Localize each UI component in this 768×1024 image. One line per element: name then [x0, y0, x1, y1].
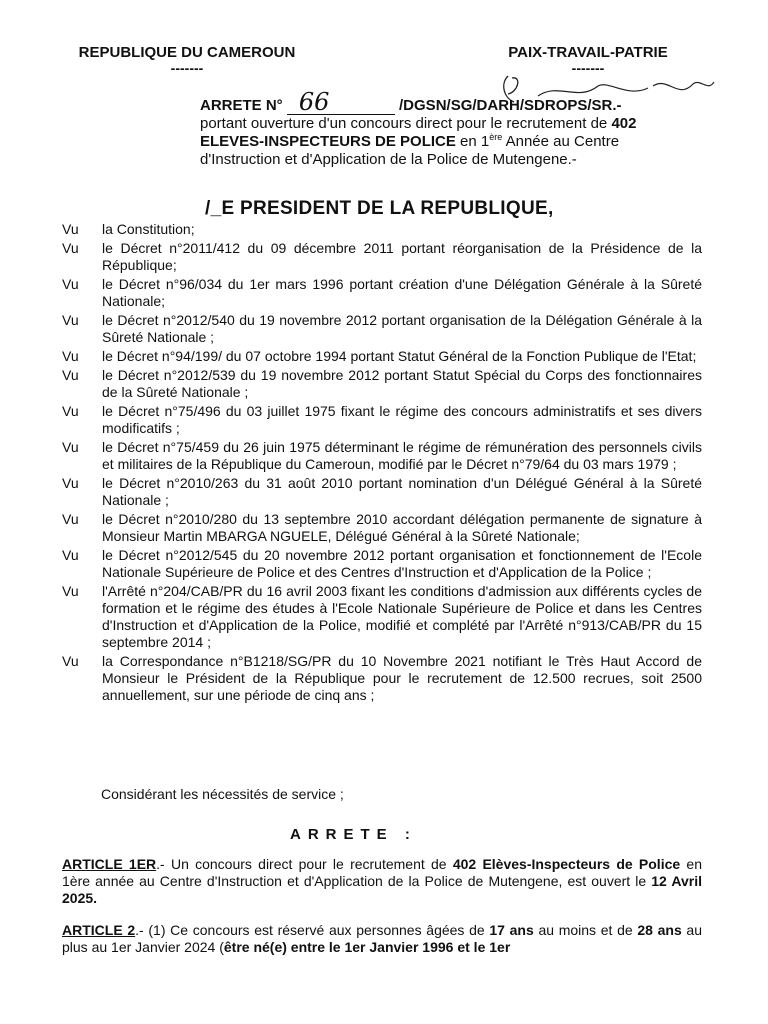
vu-label: Vu [62, 348, 79, 364]
subtitle-bold: 402 ELEVES-INSPECTEURS DE POLICE [200, 115, 637, 150]
decree-number-field [287, 88, 395, 116]
header-left [72, 44, 302, 74]
vu-item [62, 276, 702, 310]
article-1-text-2: en 1ère année au Centre d'Instruction et d'Application de la Police de Mutengene, est ouvert le [62, 856, 702, 889]
article-1 [62, 856, 702, 907]
vu-item [62, 348, 702, 365]
vu-item [62, 475, 702, 509]
vu-text: le Décret n°2010/280 du 13 septembre 2010 accordant délégation permanente de signature à Monsieur Martin MBARGA NGUELE, Délégué Général à la Sûreté Nationale; [102, 511, 702, 544]
decree-number-line [200, 88, 720, 116]
subtitle-text-3: Année au Centre d'Instruction et d'Application de la Police de Mutengene.- [200, 133, 620, 168]
vu-item [62, 439, 702, 473]
vu-text: le Décret n°75/459 du 26 juin 1975 déterminant le régime de rémunération des personnels civils et militaires de la République du Cameroun, modifié par le Décret n°79/64 du 03 mars 1979 ; [102, 439, 702, 472]
article-2 [62, 922, 702, 956]
motto: PAIX-TRAVAIL-PATRIE [508, 44, 668, 61]
decree-suffix: /DGSN/SG/DARH/SDROPS/SR.- [399, 97, 622, 114]
header-right-dashes: ------- [571, 60, 605, 76]
vu-item [62, 403, 702, 437]
vu-label: Vu [62, 367, 79, 383]
vu-label: Vu [62, 475, 79, 491]
republic-name: REPUBLIQUE DU CAMEROUN [78, 44, 296, 61]
subtitle-text-2: en 1 [455, 133, 490, 150]
decree-prefix: ARRETE N° [200, 97, 283, 114]
article-1-bold-1: 402 Elèves-Inspecteurs de Police [452, 856, 681, 872]
vu-item [62, 221, 702, 238]
vu-text: le Décret n°2012/545 du 20 novembre 2012 portant organisation et fonctionnement de l'Ecole Nationale Supérieure de Police et des Centres d'Instruction et d'Application de la Police ; [102, 547, 702, 580]
vu-text: la Correspondance n°B1218/SG/PR du 10 Novembre 2021 notifiant le Très Haut Accord de Monsieur le Président de la République pour le recrutement de 12.500 recrues, soit 2500 annuellement, sur une période de cinq ans ; [102, 653, 702, 703]
vu-item [62, 653, 702, 704]
vu-item [62, 240, 702, 274]
decree-subtitle [200, 115, 690, 169]
header-left-dashes: ------- [170, 60, 204, 76]
vu-label: Vu [62, 583, 79, 599]
article-2-bold-2: 28 ans [637, 922, 682, 938]
article-2-text-3: au plus au 1er Janvier 2024 ( [62, 922, 703, 955]
article-1-bold-2: 12 Avril 2025. [62, 873, 703, 906]
article-2-text-1: .- (1) Ce concours est réservé aux personnes âgées de [135, 922, 490, 938]
vu-label: Vu [62, 547, 79, 563]
subtitle-text-1: portant ouverture d'un concours direct pour le recrutement de [200, 115, 608, 132]
vu-text: le Décret n°2010/263 du 31 août 2010 portant nomination d'un Délégué Général à la Sûreté Nationale ; [102, 475, 702, 508]
article-2-bold-3: être né(e) entre le 1er Janvier 1996 et le 1er [223, 939, 511, 955]
considerant: Considérant les nécessités de service ; [101, 786, 344, 802]
vu-text: l'Arrêté n°204/CAB/PR du 16 avril 2003 fixant les conditions d'admission aux différents cycles de formation et le régime des études à l'Ecole Nationale Supérieure de Police et dans les Centres d'Instruction et d'Application de la Police, modifié et complété par l'Arrêté n°913/CAB/PR du 15 septembre 2014 ; [102, 583, 702, 650]
vu-text: le Décret n°2012/539 du 19 novembre 2012 portant Statut Spécial du Corps des fonctionnaires de la Sûreté Nationale ; [102, 367, 702, 400]
vu-label: Vu [62, 221, 79, 237]
subtitle-sup: ère [489, 132, 503, 142]
article-2-text-2: au moins et de [533, 922, 638, 938]
vu-label: Vu [62, 312, 79, 328]
vu-item [62, 312, 702, 346]
vu-text: le Décret n°94/199/ du 07 octobre 1994 portant Statut Général de la Fonction Publique de l'Etat; [102, 348, 697, 364]
article-1-label: ARTICLE 1ER [62, 856, 157, 872]
vu-label: Vu [62, 403, 79, 419]
vu-item [62, 511, 702, 545]
vu-label: Vu [62, 240, 79, 256]
vu-item [62, 367, 702, 401]
vu-label: Vu [62, 439, 79, 455]
vu-label: Vu [62, 276, 79, 292]
vu-text: le Décret n°96/034 du 1er mars 1996 portant création d'une Délégation Générale à la Sûreté Nationale; [102, 276, 702, 309]
vu-text: la Constitution; [102, 221, 195, 237]
vu-label: Vu [62, 653, 79, 669]
article-2-label: ARTICLE 2 [62, 922, 136, 938]
arrete-heading: ARRETE : [290, 826, 417, 843]
president-title: /_E PRESIDENT DE LA REPUBLIQUE, [205, 198, 554, 219]
vu-item [62, 583, 702, 651]
article-2-bold-1: 17 ans [489, 922, 534, 938]
vu-text: le Décret n°2011/412 du 09 décembre 2011 portant réorganisation de la Présidence de la République; [102, 240, 702, 273]
vu-text: le Décret n°75/496 du 03 juillet 1975 fixant le régime des concours administratifs et ses divers modificatifs ; [102, 403, 702, 436]
header-right [498, 44, 678, 74]
vu-list [62, 221, 702, 706]
article-1-text-1: .- Un concours direct pour le recrutement de [156, 856, 453, 872]
vu-item [62, 547, 702, 581]
vu-label: Vu [62, 511, 79, 527]
decree-number: 66 [298, 88, 330, 116]
vu-text: le Décret n°2012/540 du 19 novembre 2012 portant organisation de la Délégation Générale à la Sûreté Nationale ; [102, 312, 702, 345]
